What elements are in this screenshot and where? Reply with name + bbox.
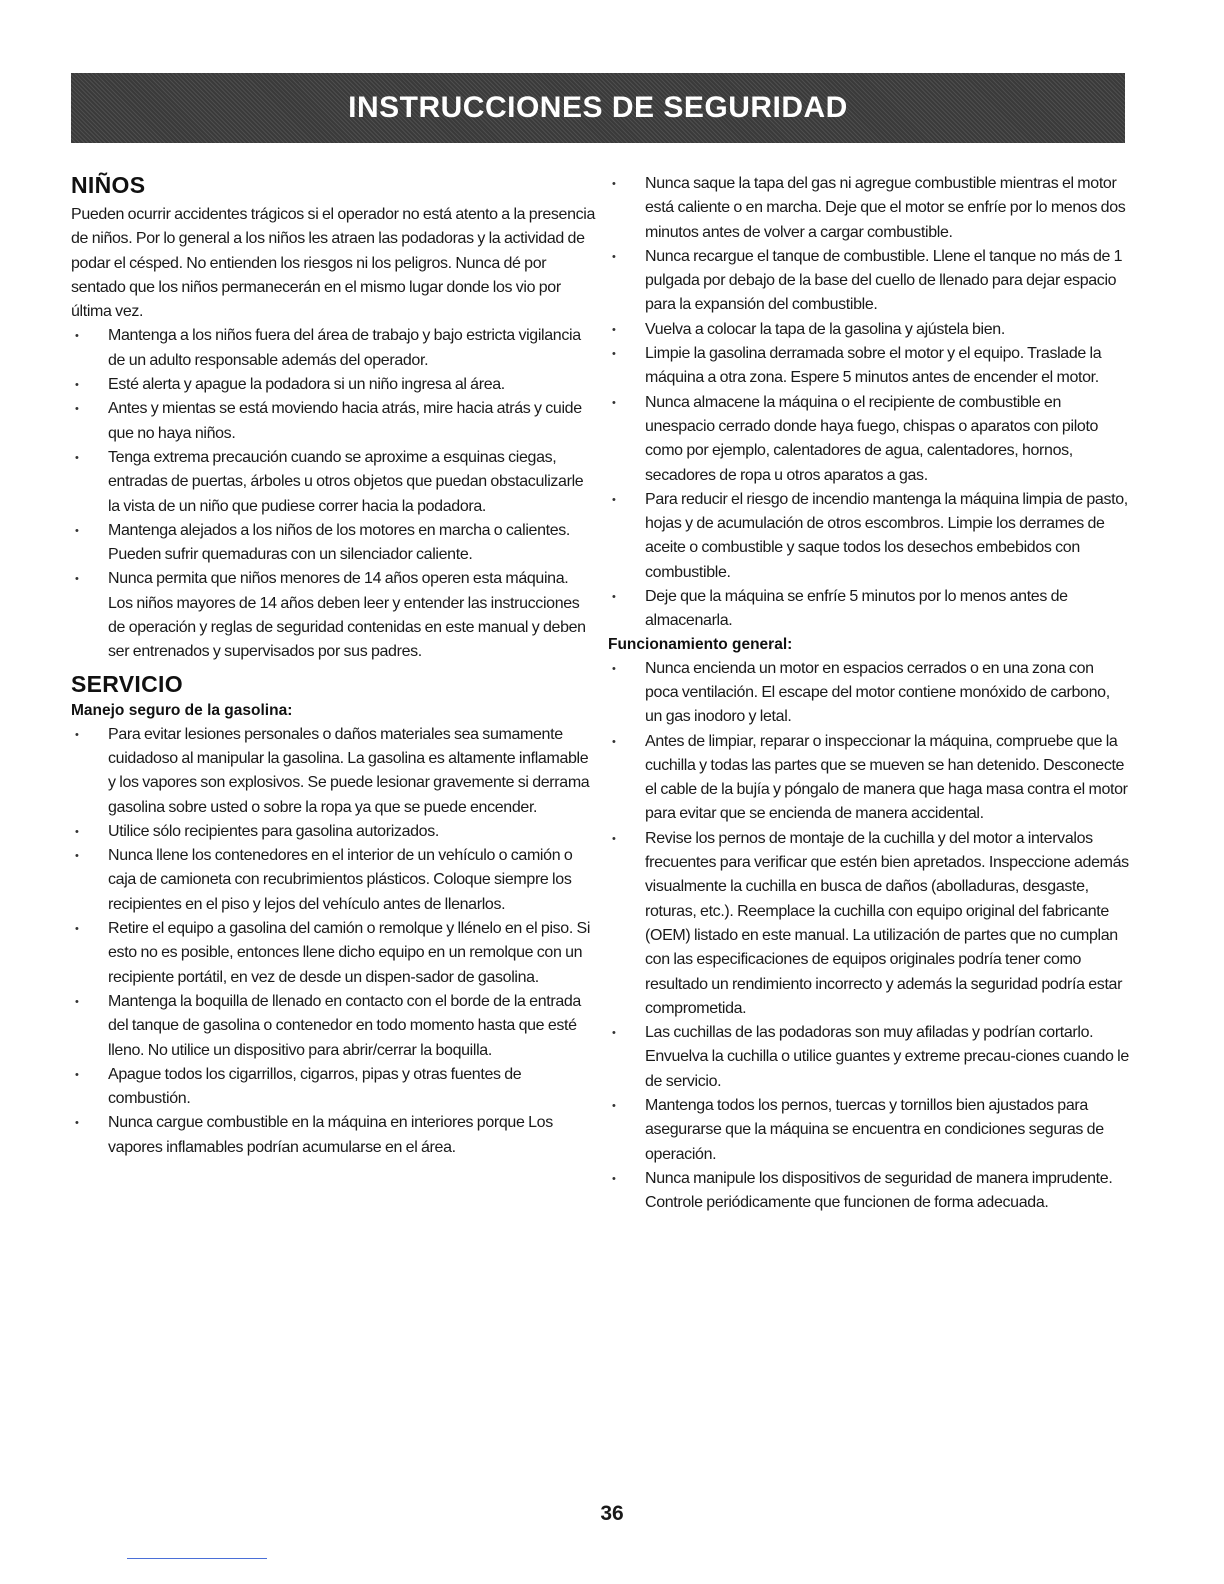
- list-item: [71, 397, 596, 446]
- list-item-text: Para evitar lesiones personales o daños materiales sea sumamente cuidadoso al manipular la gasolina. La gasolina es altamente inflamable y los vapores son explosivos. Se puede lesionar gravemente si derrama gasolina sobre usted o sobre la ropa ya que se puede encender.: [108, 725, 590, 816]
- list-item: [71, 1063, 596, 1112]
- bullet-icon: •: [75, 1117, 79, 1130]
- list-item-text: Nunca almacene la máquina o el recipiente de combustible en unespacio cerrado donde haya fuego, chispas o aparatos con piloto como por ejemplo, calentadores de agua, calentadores, hornos, secadores de ropa u otros aparatos a gas.: [645, 393, 1099, 484]
- list-item-text: Mantenga alejados a los niños de los motores en marcha o calientes. Pueden sufrir quemaduras con un silenciador caliente.: [108, 521, 571, 564]
- list-item: [71, 990, 596, 1063]
- bullet-icon: •: [75, 573, 79, 586]
- list-item: [71, 324, 596, 373]
- gasolina-list-right: [608, 172, 1130, 634]
- ninos-intro: Pueden ocurrir accidentes trágicos si el operador no está atento a la presencia de niños. Por lo general a los niños les atraen las podadoras y la actividad de podar el césped. No entienden los riesgos ni los peligros. Nunca dé por sentado que los niños permanecerán en el mismo lugar donde los vio por última vez.: [71, 206, 596, 321]
- bullet-icon: •: [75, 850, 79, 863]
- list-item-text: Mantenga todos los pernos, tuercas y tornillos bien ajustados para asegurarse que la máquina se encuentra en condiciones seguras de operación.: [645, 1096, 1104, 1163]
- bullet-icon: •: [75, 330, 79, 343]
- list-item-text: Tenga extrema precaución cuando se aproxime a esquinas ciegas, entradas de puertas, árboles u otros objetos que puedan obstaculizarle la vista de un niño que pudiese correr hacia la podadora.: [108, 448, 584, 515]
- list-item: [608, 391, 1130, 488]
- list-item: [608, 585, 1130, 634]
- list-item-text: Esté alerta y apague la podadora si un niño ingresa al área.: [108, 376, 505, 394]
- list-item-text: Limpie la gasolina derramada sobre el motor y el equipo. Traslade la máquina a otra zona. Espere 5 minutos antes de encender el motor.: [645, 345, 1102, 387]
- bullet-icon: •: [612, 348, 616, 361]
- list-item: [71, 723, 596, 820]
- list-item-text: Las cuchillas de las podadoras son muy afiladas y podrían cortarlo. Envuelva la cuchilla o utilice guantes y extreme precau-ciones cuando le de servicio.: [645, 1024, 1129, 1090]
- list-item-text: Mantenga la boquilla de llenado en contacto con el borde de la entrada del tanque de gasolina o contenedor en todo momento hasta que esté lleno. No utilice un dispositivo para abrir/cerrar la boquilla.: [108, 992, 581, 1059]
- bullet-icon: •: [75, 728, 79, 741]
- bullet-icon: •: [75, 1068, 79, 1081]
- gasolina-list-left: [71, 723, 596, 1160]
- bullet-icon: •: [75, 825, 79, 838]
- list-item: [608, 730, 1130, 827]
- right-column: [608, 172, 1130, 1215]
- list-item: [71, 820, 596, 844]
- list-item: [71, 1111, 596, 1160]
- bullet-icon: •: [612, 662, 616, 675]
- list-item: [608, 342, 1130, 391]
- list-item-text: Nunca llene los contenedores en el interior de un vehículo o camión o caja de camioneta con recubrimientos plásticos. Coloque siempre los recipientes en el piso y lejos del vehículo antes de llenarlos.: [108, 847, 573, 913]
- list-item: [608, 172, 1130, 245]
- bullet-icon: •: [612, 396, 616, 409]
- list-item: [71, 373, 596, 397]
- funcionamiento-list: [608, 657, 1130, 1216]
- bullet-icon: •: [75, 923, 79, 936]
- list-item: [71, 519, 596, 568]
- list-item: [608, 827, 1130, 1021]
- footer-rule: [127, 1558, 267, 1559]
- bullet-icon: •: [612, 1172, 616, 1185]
- section-title-ninos: NIÑOS: [71, 172, 146, 198]
- section-title-servicio: SERVICIO: [71, 670, 183, 697]
- list-item-text: Nunca cargue combustible en la máquina en interiores porque Los vapores inflamables podrían acumularse en el área.: [108, 1114, 553, 1156]
- header-banner: [71, 73, 1125, 143]
- list-item: [608, 488, 1130, 585]
- bullet-icon: •: [612, 493, 616, 506]
- list-item-text: Antes y mientas se está moviendo hacia atrás, mire hacia atrás y cuide que no haya niños.: [108, 400, 582, 442]
- bullet-icon: •: [612, 323, 616, 336]
- list-item-text: Revise los pernos de montaje de la cuchilla y del motor a intervalos frecuentes para verificar que estén bien apretados. Inspeccione además visualmente la cuchilla en busca de daños (abolladuras, desgaste, roturas, etc.). Reemplace la cuchilla con equipo original del fabricante (OEM) listado en este manual. La utilización de partes que no cumplan con las especificaciones de equipos originales podría tener como resultado un rendimiento incorrecto y además la seguridad podría estar comprometida.: [645, 829, 1129, 1017]
- bullet-icon: •: [75, 379, 79, 392]
- bullet-icon: •: [75, 524, 79, 537]
- bullet-icon: •: [75, 403, 79, 416]
- list-item-text: Vuelva a colocar la tapa de la gasolina y ajústela bien.: [645, 320, 1005, 338]
- bullet-icon: •: [612, 735, 616, 748]
- bullet-icon: •: [612, 591, 616, 604]
- bullet-icon: •: [612, 250, 616, 263]
- list-item: [71, 917, 596, 990]
- list-item-text: Deje que la máquina se enfríe 5 minutos por lo menos antes de almacenarla.: [645, 588, 1068, 630]
- page-number: 36: [600, 1502, 624, 1525]
- list-item: [71, 844, 596, 917]
- list-item-text: Utilice sólo recipientes para gasolina autorizados.: [108, 822, 439, 840]
- list-item-text: Para reducir el riesgo de incendio mantenga la máquina limpia de pasto, hojas y de acumulación de otros escombros. Limpie los derrames de aceite o combustible y saque todos los desechos embebidos con combustible.: [645, 490, 1128, 581]
- page-title: INSTRUCCIONES DE SEGURIDAD: [348, 91, 848, 124]
- bullet-icon: •: [612, 1099, 616, 1112]
- list-item-text: Mantenga a los niños fuera del área de trabajo y bajo estricta vigilancia de un adulto responsable además del operador.: [108, 327, 581, 369]
- list-item: [608, 318, 1130, 342]
- list-item: [71, 567, 596, 664]
- list-item: [608, 1167, 1130, 1216]
- list-item: [71, 446, 596, 519]
- list-item: [608, 1021, 1130, 1094]
- list-item-text: Nunca manipule los dispositivos de seguridad de manera imprudente. Controle periódicamente que funcionen de forma adecuada.: [645, 1169, 1113, 1212]
- bullet-icon: •: [75, 995, 79, 1008]
- list-item: [608, 657, 1130, 730]
- list-item-text: Nunca encienda un motor en espacios cerrados o en una zona con poca ventilación. El escape del motor contiene monóxido de carbono, un gas inodoro y letal.: [645, 659, 1110, 726]
- list-item-text: Apague todos los cigarrillos, cigarros, pipas y otras fuentes de combustión.: [108, 1065, 522, 1108]
- list-item: [608, 1094, 1130, 1167]
- subsection-title-gasolina: Manejo seguro de la gasolina:: [71, 701, 293, 719]
- ninos-list: [71, 324, 596, 664]
- list-item-text: Antes de limpiar, reparar o inspeccionar la máquina, compruebe que la cuchilla y todas las partes que se mueven se han detenido. Desconecte el cable de la bujía y póngalo de manera que haga masa contra el motor para evitar que se encienda de manera accidental.: [645, 732, 1128, 823]
- list-item: [608, 245, 1130, 318]
- bullet-icon: •: [612, 1027, 616, 1040]
- subsection-title-funcionamiento: Funcionamiento general:: [608, 635, 793, 653]
- left-column: [71, 172, 596, 1160]
- bullet-icon: •: [75, 451, 79, 464]
- list-item-text: Nunca permita que niños menores de 14 años operen esta máquina. Los niños mayores de 14 años deben leer y entender las instrucciones de operación y reglas de seguridad contenidas en este manual y deben ser entrenados y supervisados por sus padres.: [108, 570, 586, 661]
- bullet-icon: •: [612, 178, 616, 190]
- bullet-icon: •: [612, 832, 616, 845]
- list-item-text: Nunca saque la tapa del gas ni agregue combustible mientras el motor está caliente o en marcha. Deje que el motor se enfríe por lo menos dos minutos antes de volver a cargar combustible.: [645, 175, 1126, 241]
- list-item-text: Nunca recargue el tanque de combustible. Llene el tanque no más de 1 pulgada por debajo de la base del cuello de llenado para dejar espacio para la expansión del combustible.: [645, 247, 1123, 314]
- list-item-text: Retire el equipo a gasolina del camión o remolque y llénelo en el piso. Si esto no es posible, entonces llene dicho equipo en un remolque con un recipiente portátil, en vez de desde un dispen-sador de gasolina.: [108, 920, 591, 986]
